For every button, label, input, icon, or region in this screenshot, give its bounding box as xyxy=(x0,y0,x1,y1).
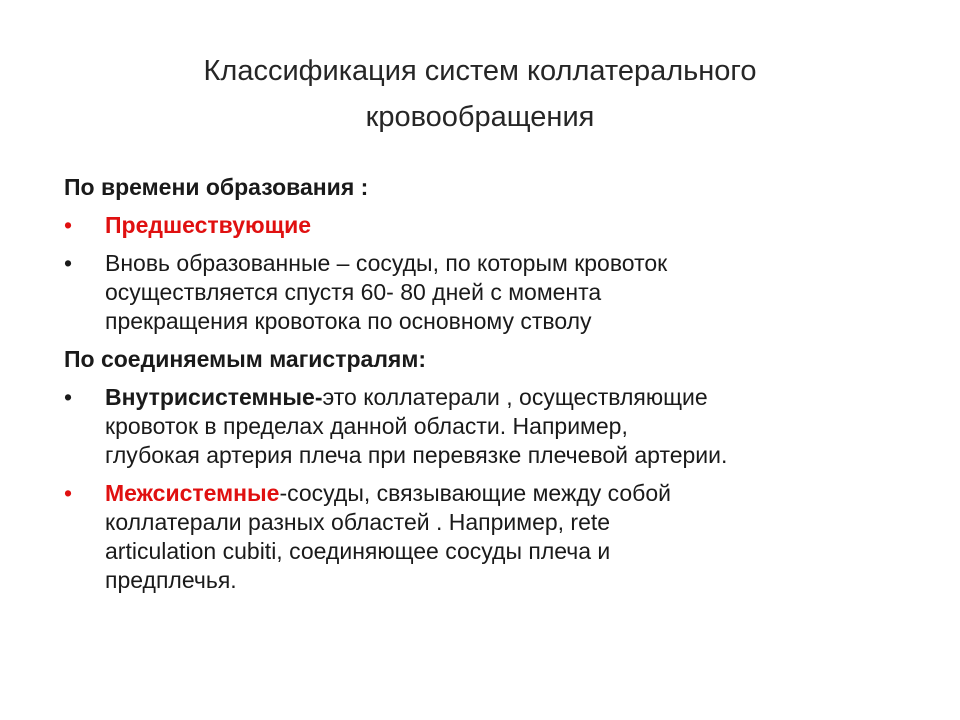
section-heading-time: По времени образования : xyxy=(64,174,369,200)
bullet-preexisting xyxy=(64,211,924,240)
title-line-1: Классификация систем коллатерального xyxy=(203,55,757,87)
definition-intersystem: -сосуды, связывающие между собой xyxy=(279,480,671,506)
bullet-intersystem xyxy=(64,479,924,595)
text-line: коллатерали разных областей . Например, rete xyxy=(105,509,611,535)
title-line-2: кровообращения xyxy=(365,101,595,133)
text-line: предплечья. xyxy=(105,567,237,593)
definition-intrasystem: это коллатерали , осуществляющие xyxy=(322,384,708,410)
term-preexisting: Предшествующие xyxy=(105,212,312,238)
bullet-marker: • xyxy=(64,250,73,276)
text-line xyxy=(105,479,924,508)
text-line: articulation cubiti, соединяющее сосуды плеча и xyxy=(105,538,611,564)
text-line: Вновь образованные – сосуды, по которым кровоток xyxy=(105,250,668,276)
slide-body xyxy=(64,170,924,604)
text-line: кровоток в пределах данной области. Например, xyxy=(105,413,628,439)
term-intrasystem: Внутрисистемные- xyxy=(105,384,323,410)
bullet-newly-formed xyxy=(64,249,924,336)
text-line: прекращения кровотока по основному стволу xyxy=(105,308,592,334)
slide-title xyxy=(80,48,880,140)
text-line: глубокая артерия плеча при перевязке плечевой артерии. xyxy=(105,442,728,468)
text-line xyxy=(105,383,924,412)
section-heading-magistrals: По соединяемым магистралям: xyxy=(64,346,427,372)
bullet-marker: • xyxy=(64,384,73,410)
bullet-marker: • xyxy=(64,212,73,238)
term-intersystem: Межсистемные xyxy=(105,480,280,506)
bullet-intrasystem xyxy=(64,383,924,470)
text-line: осуществляется спустя 60- 80 дней с момента xyxy=(105,279,602,305)
bullet-marker: • xyxy=(64,480,73,506)
